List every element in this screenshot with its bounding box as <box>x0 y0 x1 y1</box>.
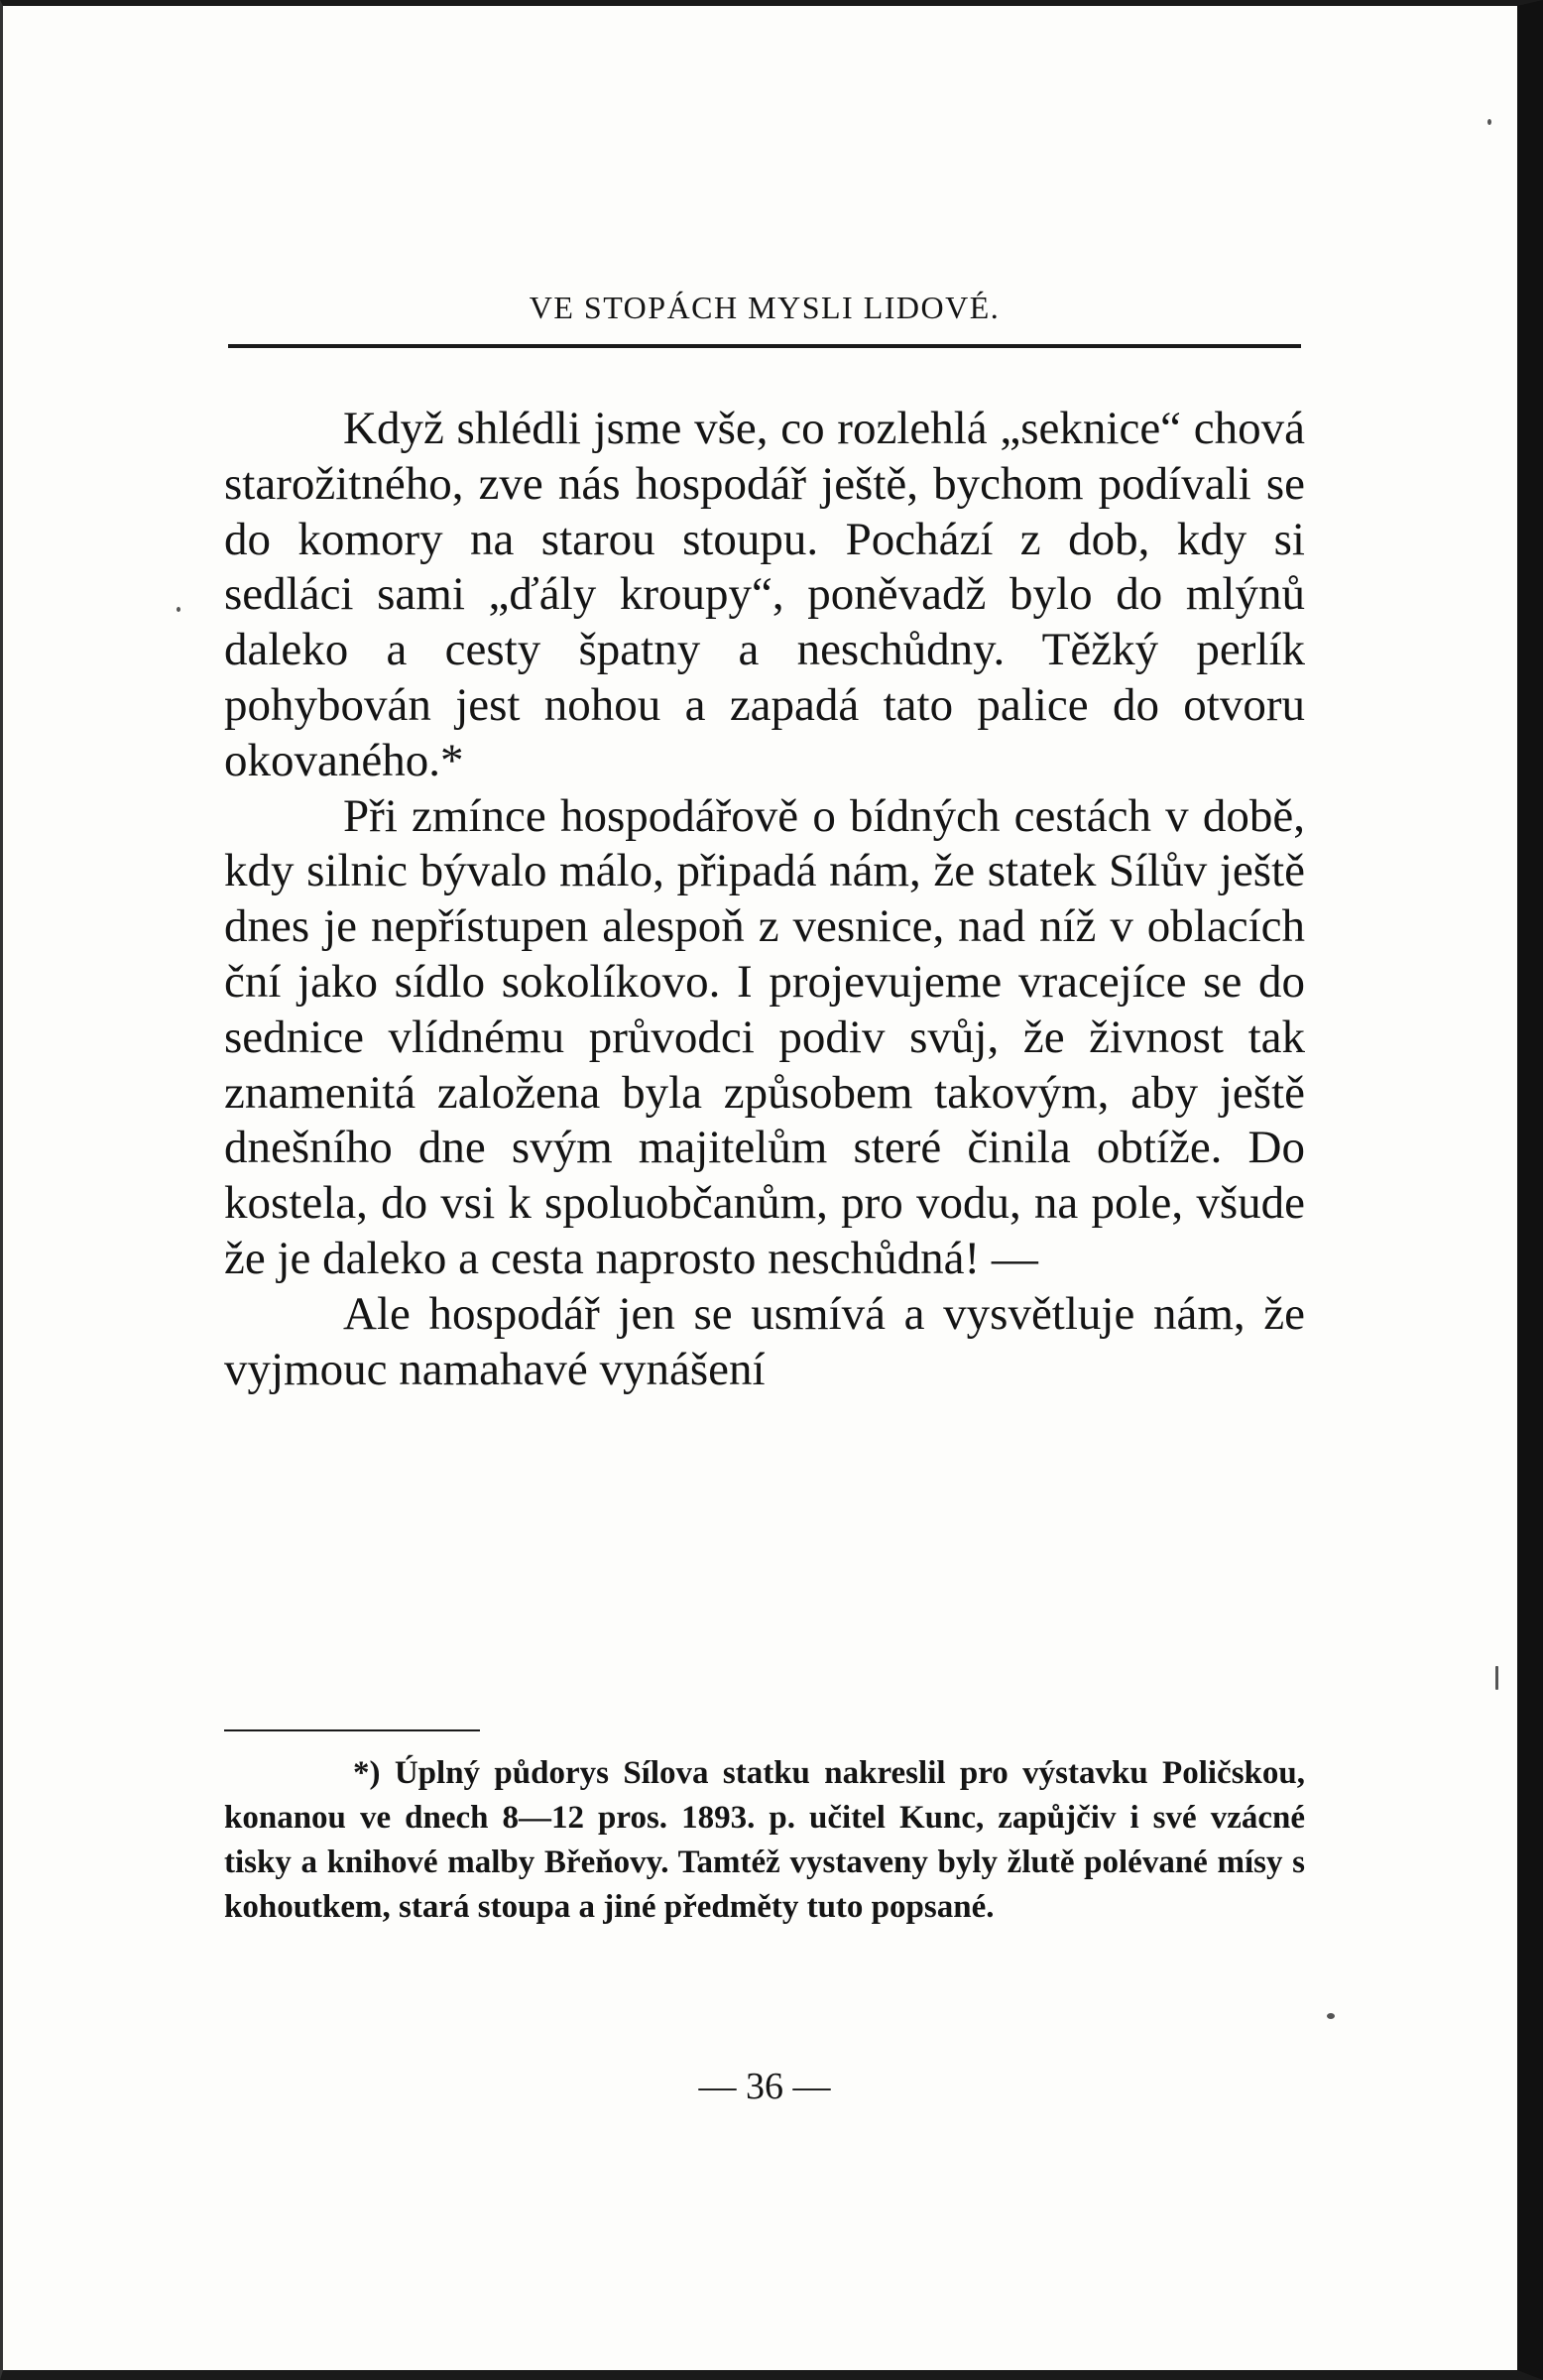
book-page <box>224 0 1305 2380</box>
paragraph: Při zmínce hospodářově o bídných cestách v době, kdy silnic bývalo málo, připadá nám, že statek Sílův ještě dnes je nepřístupen alespoň z vesnice, nad níž v oblacích ční jako sídlo sokolíkovo. I projevujeme vracejíce se do sednice vlídnému průvodci podiv svůj, že živnost tak znamenitá založena byla způsobem takovým, aby ještě dnešního dne svým majitelům steré činila obtíže. Do kostela, do vsi k spoluobčanům, pro vodu, na pole, všude že je daleko a cesta naprosto neschůdná! — <box>224 789 1305 1284</box>
header-rule <box>228 344 1301 348</box>
page-number: — 36 — <box>698 2066 831 2107</box>
margin-speck <box>1327 2013 1335 2019</box>
footnote: *) Úplný půdorys Sílova statku nakreslil pro výstavku Poličskou, konanou ve dnech 8—12 pros. 1893. p. učitel Kunc, zapůjčiv i své vzácné tisky a knihové malby Břeňovy. Tamtéž vystaveny byly žlutě polévané mísy s kohoutkem, stará stoupa a jiné předměty tuto popsané. <box>224 1755 1305 1925</box>
margin-speck <box>1487 119 1491 125</box>
body-text <box>224 402 1305 1397</box>
margin-speck <box>1495 1666 1498 1690</box>
paragraph: Ale hospodář jen se usmívá a vysvětluje nám, že vyjmouc namahavé vynášení <box>224 1287 1305 1395</box>
paragraph: Když shlédli jsme vše, co rozlehlá „seknice“ chová starožitného, zve nás hospodář ještě, bychom podívali se do komory na starou stoupu. Pochází z dob, kdy si sedláci sami „ďály kroupy“, poněvadž bylo do mlýnů daleko a cesty špatny a neschůdny. Těžký perlík pohybován jest nohou a zapadá tato palice do otvoru okovaného.* <box>224 403 1305 786</box>
margin-speck <box>177 607 180 612</box>
running-head: VE STOPÁCH MYSLI LIDOVÉ. <box>529 290 1001 325</box>
footnote-rule <box>224 1729 480 1731</box>
